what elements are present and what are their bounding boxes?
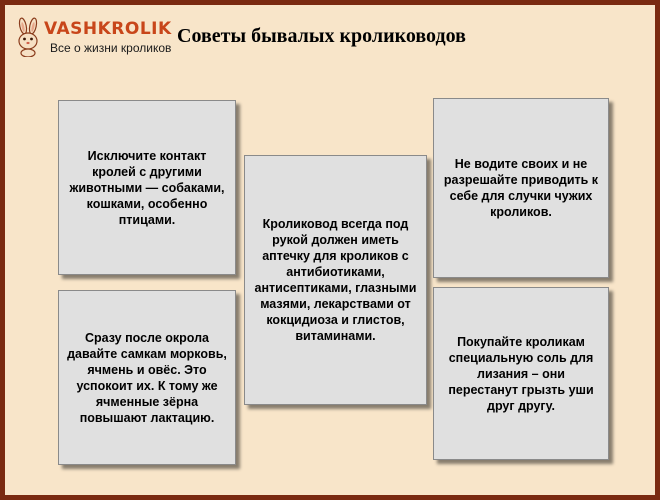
page-title: Советы бывалых кролиководов <box>177 25 466 47</box>
site-logo[interactable] <box>12 17 172 61</box>
page-frame <box>5 5 655 495</box>
tip-card-no-contact <box>58 100 236 275</box>
logo-brand: VASHKROLIK <box>44 19 172 39</box>
logo-tagline: Все о жизни кроликов <box>50 41 172 55</box>
tip-card-first-aid <box>244 155 427 405</box>
tip-text: Сразу после окрола давайте самкам морковь, ячмень и овёс. Это успокоит их. К тому же ячменные зёрна повышают лактацию. <box>67 330 227 425</box>
rabbit-icon <box>12 17 46 57</box>
tip-text: Исключите контакт кролей с другими животными — собаками, кошками, особенно птицами. <box>69 148 225 227</box>
tip-card-salt-lick <box>433 287 609 460</box>
tip-text: Покупайте кроликам специальную соль для лизания – они перестанут грызть уши друг другу. <box>448 334 594 413</box>
tip-text: Не водите своих и не разрешайте приводить к себе для случки чужих кроликов. <box>443 157 599 219</box>
tip-card-after-birth <box>58 290 236 465</box>
tip-card-no-foreign-mating <box>433 98 609 278</box>
tip-text: Кроликовод всегда под рукой должен иметь аптечку для кроликов с антибиотиками, антисептиками, глазными мазями, лекарствами от кокцидиоза и глистов, витаминами. <box>254 217 417 343</box>
